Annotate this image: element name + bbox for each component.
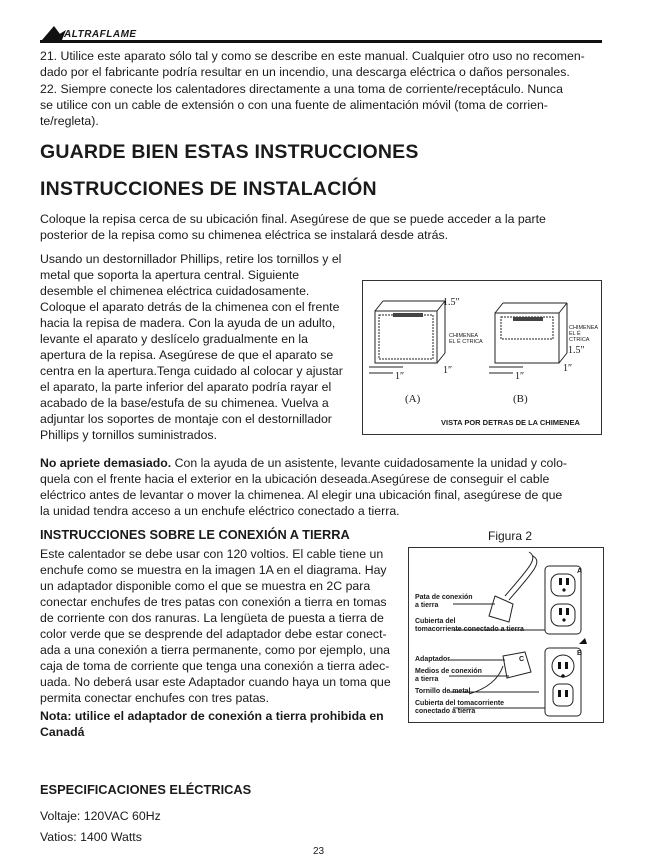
spec-voltage: Voltaje: 120VAC 60Hz [40, 809, 161, 823]
heading-grounding: INSTRUCCIONES SOBRE LE CONEXIÓN A TIERRA [40, 527, 350, 542]
grounding-text [40, 546, 405, 706]
grounding-note-line: Nota: utilice el adaptador de conexión a tierra prohibida en [40, 709, 384, 723]
label-b: (B) [513, 393, 528, 405]
warning-line: eléctrico antes de levantar o mover la chimenea. Al elegir una ubicación final, asegúrese de que [40, 488, 563, 502]
install-step-line: metal que soporta la apertura central. Siguiente [40, 268, 300, 282]
header-rule [40, 40, 602, 43]
grounding-line: color verde que se desprende del adaptador debe estar conect- [40, 627, 387, 641]
install-intro [40, 211, 610, 243]
unit-label-b1: CHIMENEA [569, 325, 599, 331]
figure-caption: VISTA POR DETRAS DE LA CHIMENEA [441, 418, 580, 427]
grounding-line: uada. No deberá usar este Adaptador cuando haya un toma que [40, 675, 391, 689]
item-22-line: te/regleta). [40, 114, 99, 128]
install-step-line: Usando un destornillador Phillips, retire los tornillos y el [40, 252, 342, 266]
grounding-line: un adaptador disponible como el que se muestra en 2C para [40, 579, 371, 593]
item-22 [40, 81, 610, 129]
item-22-line: se utilice con un cable de extensión o con una fuente de alimentación móvil (toma de corrien- [40, 98, 548, 112]
label-means-2: a tierra [415, 676, 439, 683]
brand-logo [40, 22, 190, 42]
dim-one-label-b: 1″ [515, 371, 525, 382]
item-21 [40, 48, 610, 80]
tag-b: B [577, 650, 583, 657]
dim-top-label: 1.5″ [443, 297, 460, 308]
install-step-line: desemble el chimenea eléctrica cuidadosamente. [40, 284, 310, 298]
heading-installation: INSTRUCCIONES DE INSTALACIÓN [40, 178, 377, 200]
logo-text: ALTRAFLAME [64, 29, 137, 40]
fireplace-diagram [363, 281, 601, 434]
unit-label-a1: CHIMENEA [449, 333, 479, 339]
install-steps [40, 251, 360, 443]
grounding-line: ada a una conexión a tierra permanente, como por ejemplo, una [40, 643, 390, 657]
install-step-line: apertura de la repisa. Asegúrese de que el aparato se [40, 348, 334, 362]
item-21-line: dado por el fabricante podría resultar en un incendio, una descarga eléctrica o daños personales. [40, 65, 570, 79]
label-ground-pin-2: a tierra [415, 602, 439, 609]
grounding-line: enchufe como se muestra en la imagen 1A en el diagrama. Hay [40, 563, 387, 577]
grounding-line: caja de toma de corriente que tenga una conexión a tierra adec- [40, 659, 390, 673]
grounding-line: permita conectar enchufes con tres patas. [40, 691, 269, 705]
install-step-line: adjuntar los soportes de montaje con el destornillador [40, 412, 332, 426]
unit-label-b2: EL É CTRICA [569, 331, 590, 343]
figure-2-box [408, 547, 604, 723]
label-adapter: Adaptador [415, 656, 450, 663]
install-step-line: el aparato, la parte inferior del aparato podría rayar el [40, 380, 332, 394]
grounding-line: conectar enchufes de tres patas con conexión a tierra en tomas [40, 595, 387, 609]
page-number: 23 [313, 846, 325, 857]
spec-watts: Vatios: 1400 Watts [40, 830, 142, 844]
heading-keep-instructions: GUARDE BIEN ESTAS INSTRUCCIONES [40, 141, 419, 163]
label-cover-2: tomacorriente conectado a tierra [415, 626, 524, 633]
install-step-line: levante el aparato y deslícelo gradualmente en la [40, 332, 308, 346]
install-intro-line: Coloque la repisa cerca de su ubicación final. Asegúrese de que se puede acceder a la parte [40, 212, 546, 226]
label-cover-b-2: conectado a tierra [415, 708, 476, 715]
grounding-note [40, 708, 405, 740]
warning-paragraph [40, 455, 610, 519]
grounding-line: de corriente con dos ranuras. La lengüeta de puesta a tierra de [40, 611, 384, 625]
dim-one-label-a: 1″ [395, 371, 405, 382]
warning-bold: No apriete demasiado. [40, 456, 172, 470]
warning-line: la unidad tendra acceso a un enchufe eléctrico conectado a tierra. [40, 504, 400, 518]
figure-back-view [362, 280, 602, 435]
unit-label-a2: EL É CTRICA [449, 339, 483, 345]
label-screw: Tornillo de metal [415, 688, 471, 695]
tag-c: C [519, 656, 525, 663]
install-step-line: acabado de la base/estufa de su chimenea. Vuelva a [40, 396, 329, 410]
label-ground-pin-1: Pata de conexión [415, 594, 473, 601]
item-22-line: 22. Siempre conecte los calentadores directamente a una toma de corriente/receptáculo. Nunca [40, 82, 563, 96]
warning-line: Con la ayuda de un asistente, levante cuidadosamente la unidad y colo- [171, 456, 568, 470]
dim-side-label: 1.5″ [568, 345, 585, 356]
install-step-line: Phillips y tornillos suministrados. [40, 428, 218, 442]
install-step-line: hacia la repisa de madera. Con la ayuda de un adulto, [40, 316, 336, 330]
figure-2-title: Figura 2 [488, 529, 533, 543]
grounding-line: Este calentador se debe usar con 120 voltios. El cable tiene un [40, 547, 384, 561]
label-cover-b-1: Cubierta del tomacorriente [415, 700, 505, 707]
install-step-line: centra en la apertura.Tenga cuidado al colocar y ajustar [40, 364, 343, 378]
label-cover-1: Cubierta del [415, 618, 456, 625]
warning-line: quela con el frente hacia el exterior en la ubicación deseada.Asegúrese de conseguir el cable [40, 472, 550, 486]
dim-one-label-b2: 1″ [563, 363, 573, 374]
install-intro-line: posterior de la repisa como su chimenea eléctrica se instalará desde atrás. [40, 228, 449, 242]
tag-a: A [577, 568, 583, 575]
dim-one-label-a2: 1″ [443, 365, 453, 376]
label-a: (A) [405, 393, 421, 405]
item-21-line: 21. Utilice este aparato sólo tal y como se describe en este manual. Cualquier otro uso no recomen- [40, 49, 585, 63]
install-step-line: Coloque el aparato detrás de la chimenea con el frente [40, 300, 340, 314]
grounding-note-line: Canadá [40, 725, 85, 739]
heading-specs: ESPECIFICACIONES ELÉCTRICAS [40, 782, 252, 797]
label-means-1: Medios de conexión [415, 668, 482, 675]
